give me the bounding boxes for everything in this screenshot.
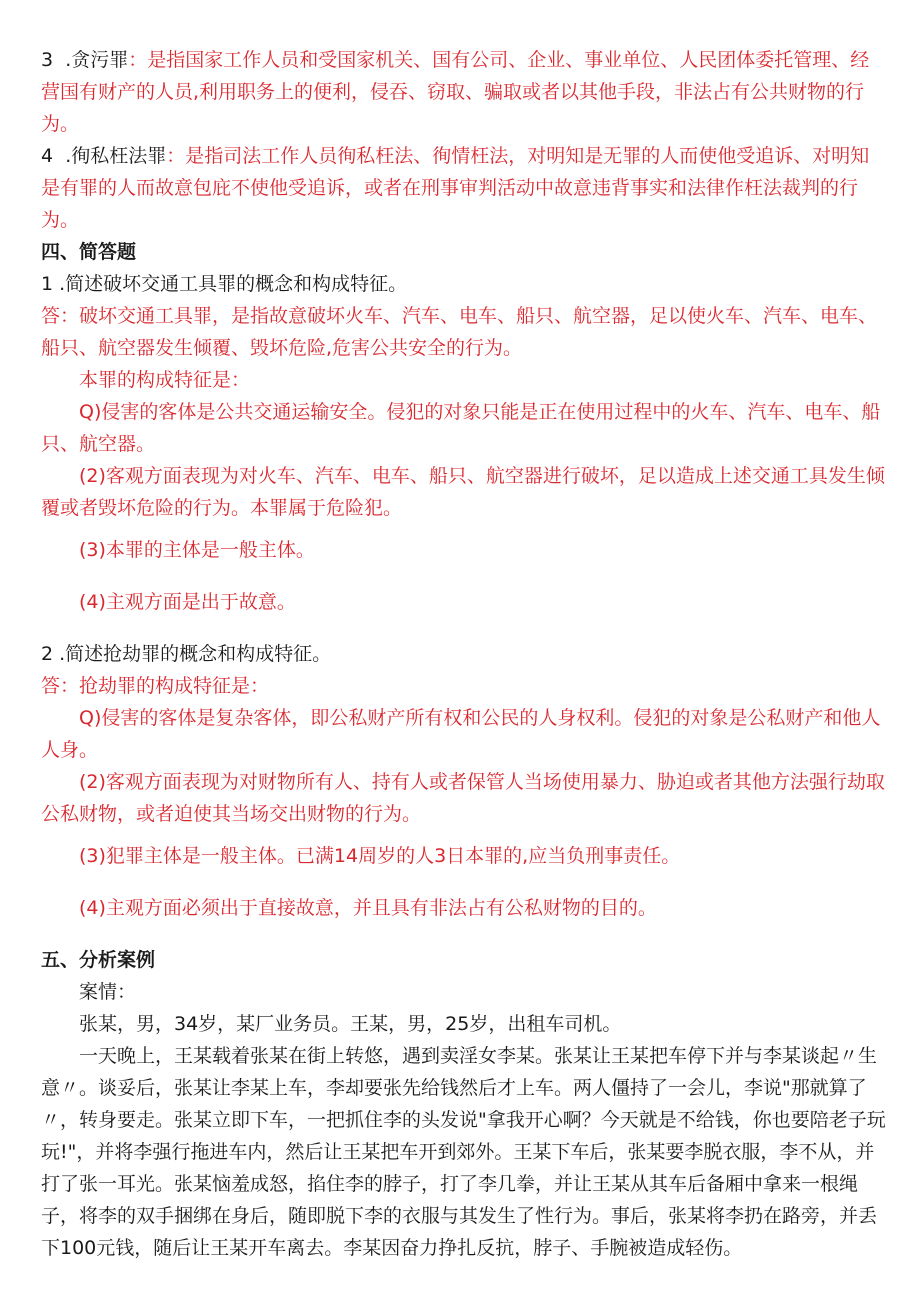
answer-one-point-4: (4)主观方面是出于故意。 bbox=[79, 591, 296, 613]
answer-one-point-2: (2)客观方面表现为对火车、汽车、电车、船只、航空器进行破坏，足以造成上述交通工具发生倾覆或者毁坏危险的行为。本罪属于危险犯。 bbox=[41, 465, 885, 519]
answer-two-point-3: (3)犯罪主体是一般主体。已满14周岁的人3日本罪的,应当负刑事责任。 bbox=[79, 845, 681, 867]
answer-one-intro: 本罪的构成特征是： bbox=[79, 369, 251, 391]
term-definition: ：是指司法工作人员徇私枉法、徇情枉法，对明知是无罪的人而使他受追诉、对明知是有罪的人而故意包庇不使他受追诉，或者在刑事审判活动中故意违背事实和法律作枉法裁判的行为。 bbox=[41, 145, 870, 231]
answer-one-point-3: (3)本罪的主体是一般主体。 bbox=[79, 539, 315, 561]
answer-two-point-2: (2)客观方面表现为对财物所有人、持有人或者保管人当场使用暴力、胁迫或者其他方法强行劫取公私财物，或者迫使其当场交出财物的行为。 bbox=[41, 771, 885, 825]
term-definition: ：是指国家工作人员和受国家机关、国有公司、企业、事业单位、人民团体委托管理、经营国有财产的人员,利用职务上的便利，侵吞、窃取、骗取或者以其他手段，非法占有公共财物的行为。 bbox=[41, 49, 870, 135]
case-label: 案情： bbox=[79, 981, 137, 1003]
question-one: 1 .简述破坏交通工具罪的概念和构成特征。 bbox=[41, 273, 408, 295]
answer-one-point-1: Q)侵害的客体是公共交通运输安全。侵犯的对象只能是正在使用过程中的火车、汽车、电车、船只、航空器。 bbox=[41, 401, 881, 455]
answer-two: 答：抢劫罪的构成特征是： bbox=[41, 675, 270, 697]
term-embezzlement bbox=[41, 44, 887, 140]
term-name: .贪污罪 bbox=[65, 49, 129, 71]
term-bending-law bbox=[41, 140, 887, 236]
term-name: .徇私枉法罪 bbox=[65, 145, 167, 167]
term-number: 4 bbox=[41, 145, 54, 167]
case-paragraph-1: 张某，男，34岁，某厂业务员。王某，男，25岁，出租车司机。 bbox=[79, 1013, 622, 1035]
answer-two-point-4: (4)主观方面必须出于直接故意，并且具有非法占有公私财物的目的。 bbox=[79, 897, 657, 919]
question-two: 2 .简述抢劫罪的概念和构成特征。 bbox=[41, 643, 332, 665]
case-paragraph-2: 一天晚上，王某载着张某在街上转悠，遇到卖淫女李某。张某让王某把车停下并与李某谈起〃生意〃。谈妥后，张某让李某上车，李却要张先给钱然后才上车。两人僵持了一会儿，李说"那就算了〃，转身要走。张某立即下车，一把抓住李的头发说"拿我开心啊？今天就是不给钱，你也要陪老子玩玩!"，并将李强行拖进车内，然后让王某把车开到郊外。王某下车后，张某要李脱衣服，李不从，并打了张一耳光。张某恼羞成怒，掐住李的脖子，打了李几拳，并让王某从其车后备厢中拿来一根绳子，将李的双手捆绑在身后，随即脱下李的衣服与其发生了性行为。事后，张某将李扔在路旁，并丢下100元钱，随后让王某开车离去。李某因奋力挣扎反抗，脖子、手腕被造成轻伤。 bbox=[41, 1045, 886, 1259]
term-number: 3 bbox=[41, 49, 54, 71]
answer-two-point-1: Q)侵害的客体是复杂客体，即公私财产所有权和公民的人身权利。侵犯的对象是公私财产和他人人身。 bbox=[41, 707, 881, 761]
document-page bbox=[41, 44, 887, 1264]
section-four-title: 四、简答题 bbox=[41, 241, 137, 263]
section-five-title: 五、分析案例 bbox=[41, 949, 156, 971]
answer-one: 答：破坏交通工具罪，是指故意破坏火车、汽车、电车、船只、航空器，足以使火车、汽车、电车、船只、航空器发生倾覆、毁坏危险,危害公共安全的行为。 bbox=[41, 305, 878, 359]
